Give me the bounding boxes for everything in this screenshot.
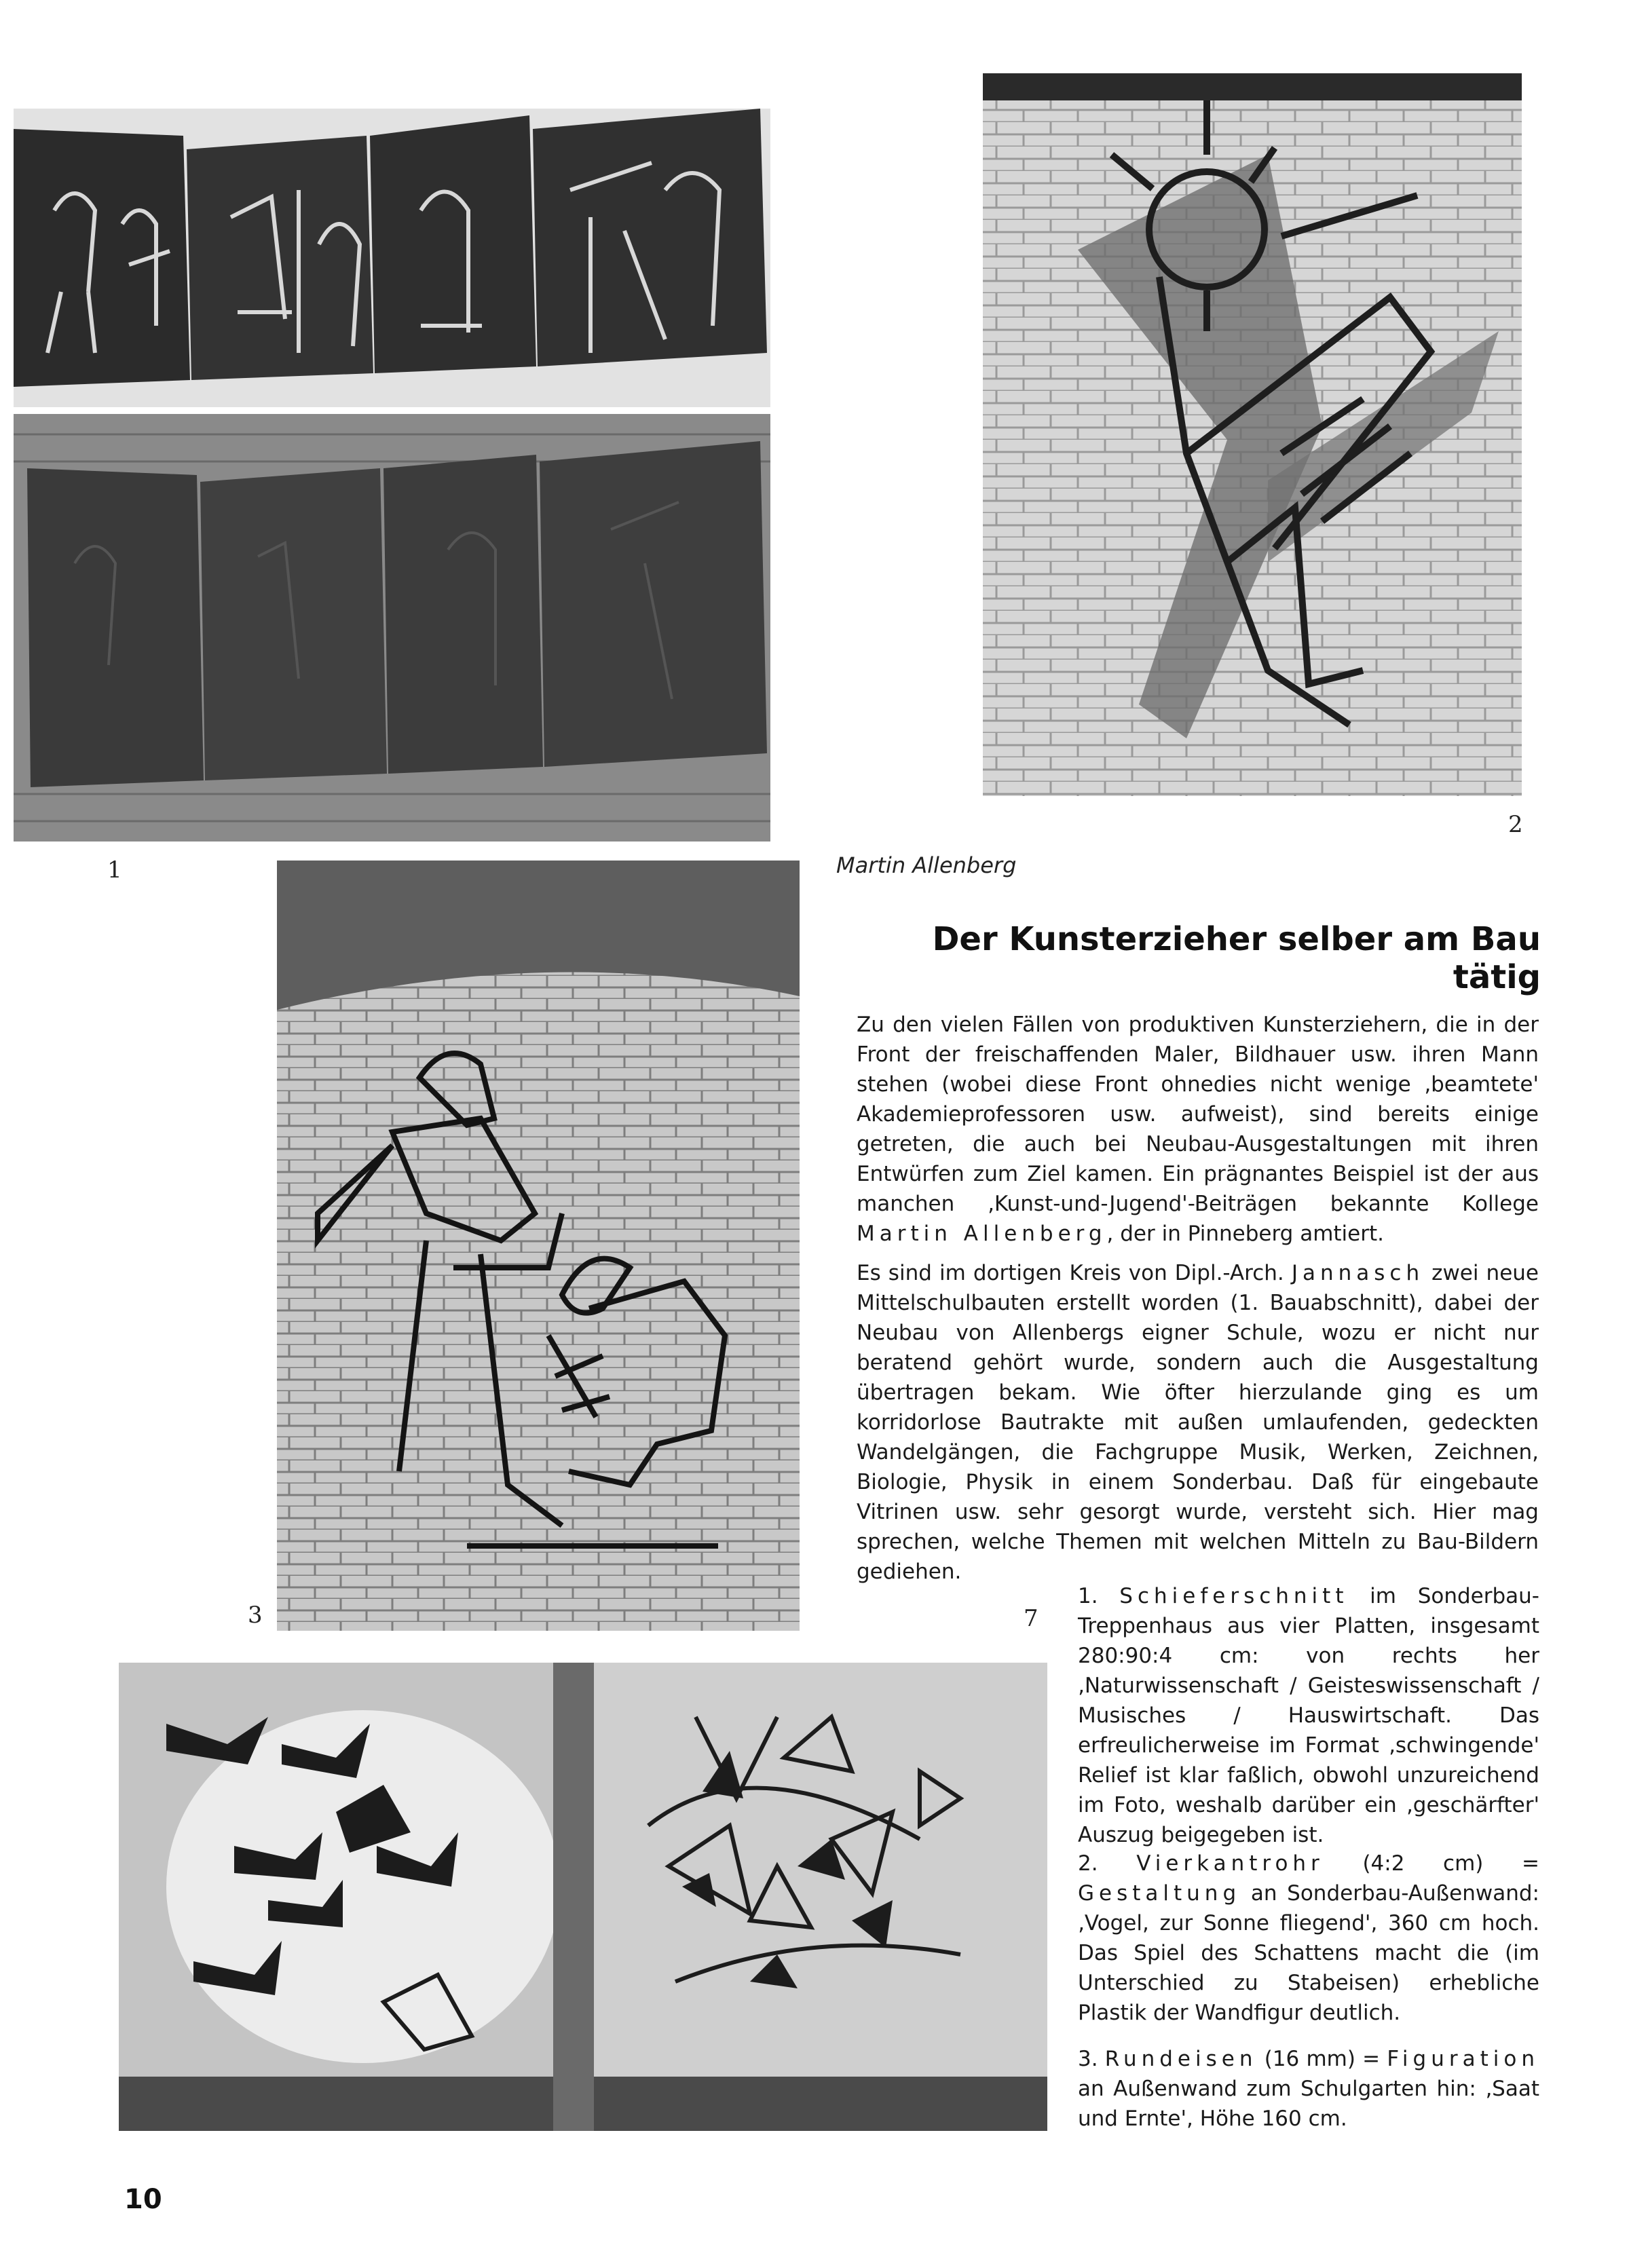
article-paragraph-2: Es sind im dortigen Kreis von Dipl.-Arch. Jannasch zwei neue Mittelschulbauten erstellt worden (1. Bauabschnitt), dabei der Neubau von Allenbergs eigner Schule, wozu er nicht nur beratend gehört wurde, sondern auch die Ausgestaltung übertragen bekam. Wie öfter hierzulande ging es um korridorlose Bautrakte mit außen umlaufenden, gedeckten Wandelgängen, die Fachgruppe Musik, Werken, Zeichnen, Biologie, Physik in einem Sonderbau. Daß für eingebaute Vitrinen usw. sehr gesorgt wurde, versteht sich. Hier mag sprechen, welche Themen mit welchen Mitteln zu Bau-Bildern gediehen.	[857, 1261, 1539, 1584]
figure-label-3: 3	[248, 1602, 263, 1629]
article-title: Der Kunsterzieher selber am Bau tätig	[932, 920, 1541, 996]
page-number: 10	[124, 2184, 162, 2215]
rod-iron-figures-photo	[277, 861, 800, 1631]
caption-item-2: 2. Vierkantrohr (4:2 cm) = Gestaltung an Sonderbau-Außenwand: ‚Vogel, zur Sonne fliegend', 360 cm hoch. Das Spiel des Schattens macht die (im Unterschied zu Stabeisen) erhebliche Plastik der Wandfigur deutlich.	[1078, 1851, 1540, 2025]
steel-bird-sun-photo	[983, 73, 1522, 796]
figure-label-1: 1	[107, 856, 122, 884]
caption-item-1: 1. Schieferschnitt im Sonderbau-Treppenhaus aus vier Platten, insgesamt 280:90:4 cm: von rechts her ‚Naturwissenschaft / Geisteswissenschaft / Musisches / Hauswirtschaft. Das erfreulicherweise im Format ‚schwingende' Relief ist klar faßlich, obwohl unzureichend im Foto, weshalb darüber ein ‚geschärfter' Auszug beigegeben ist.	[1078, 1584, 1539, 1847]
article-paragraph-1: Zu den vielen Fällen von produktiven Kunsterziehern, die in der Front der freischaffenden Maler, Bildhauer usw. ihren Mann stehen (wobei diese Front ohnedies nicht wenige ‚beamtete' Akademieprofessoren usw. aufweist), sind bereits einige getreten, die auch bei Neubau-Ausgestaltungen mit ihren Entwürfen zum Ziel kamen. Ein prägnantes Beispiel ist der aus manchen ‚Kunst-und-Jugend'-Beiträgen bekannte Kollege Martin Allenberg, der in Pinneberg amtiert.	[857, 1013, 1539, 1246]
birds-butterflies-mural-photo	[119, 1663, 1047, 2131]
caption-item-3: 3. Rundeisen (16 mm) = Figuration an Außenwand zum Schulgarten hin: ‚Saat und Ernte', Höhe 160 cm.	[1078, 2047, 1539, 2131]
highlighted-name-allenberg: Martin Allenberg	[857, 1222, 1107, 1246]
highlighted-name-jannasch: Jannasch	[1291, 1261, 1425, 1285]
slate-relief-photo-bottom	[14, 414, 770, 842]
slate-relief-photo-top	[14, 109, 770, 407]
figure-label-7: 7	[1024, 1605, 1038, 1632]
figure-label-2: 2	[1508, 811, 1523, 838]
article-author: Martin Allenberg	[836, 852, 1017, 878]
